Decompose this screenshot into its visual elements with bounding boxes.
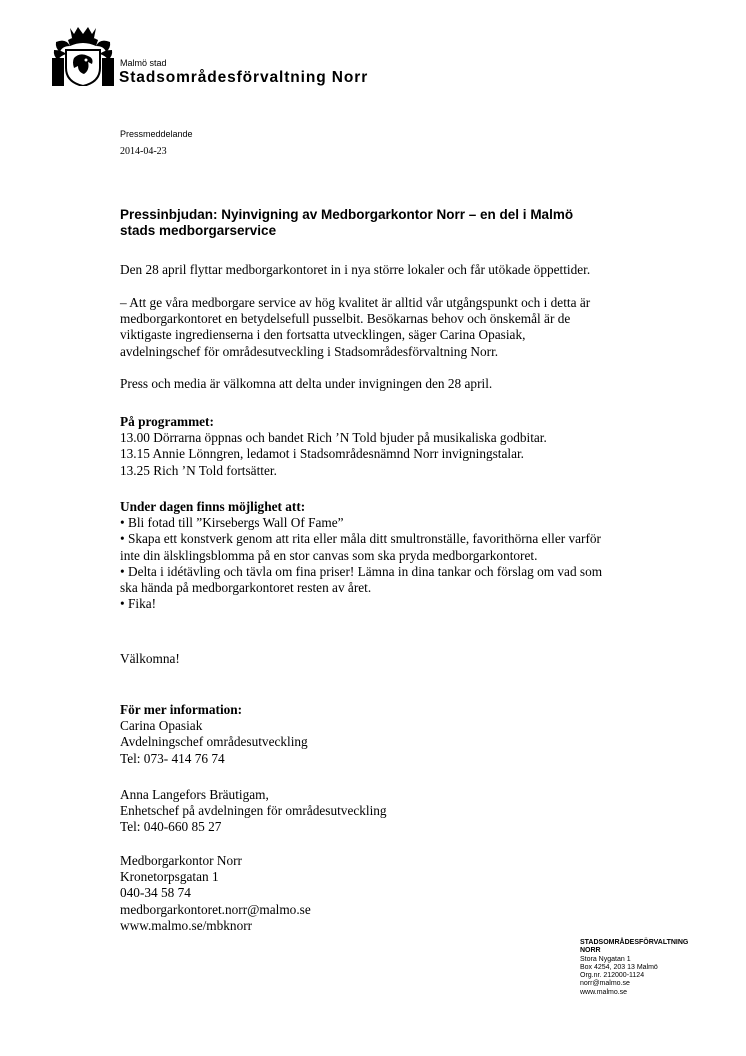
quote-line: medborgarkontoret en betydelsefull pusselbit. Besökarnas behov och önskemål är de <box>120 311 571 327</box>
contact-name: Carina Opasiak <box>120 718 203 734</box>
office-address: Kronetorpsgatan 1 <box>120 869 219 885</box>
office-website-link[interactable]: www.malmo.se/mbknorr <box>120 917 253 933</box>
footer-address-block <box>580 939 688 997</box>
activity-line: • Fika! <box>120 596 157 612</box>
activity-line: • Skapa ett konstverk genom att rita eller måla ditt smultronställe, favorithörna eller varför <box>120 531 601 547</box>
activities-section <box>120 499 602 612</box>
press-invite-paragraph: Press och media är välkomna att delta under invigningen den 28 april. <box>120 376 493 391</box>
contact-role: Avdelningschef områdesutveckling <box>120 734 308 750</box>
program-heading: På programmet: <box>120 414 214 429</box>
contact-phone: Tel: 040-660 85 27 <box>120 819 222 835</box>
office-contact <box>120 853 311 934</box>
contact-name: Anna Langefors Bräutigam, <box>120 787 269 802</box>
contact-heading: För mer information: <box>120 702 243 717</box>
coat-of-arms-icon <box>52 24 114 86</box>
malmo-coat-of-arms-logo <box>52 24 114 86</box>
press-title <box>120 207 660 239</box>
org-name-large: Stadsområdesförvaltning Norr <box>119 69 369 86</box>
quote-line: avdelningschef för områdesutveckling i Stadsområdesförvaltning Norr. <box>120 343 499 359</box>
activity-line: • Delta i idétävling och tävla om fina priser! Lämna in dina tankar och förslag om vad som <box>120 563 603 579</box>
activity-line: ska hända på medborgarkontoret resten av året. <box>120 580 372 596</box>
footer-org-name: NORR <box>580 947 601 955</box>
footer-email[interactable]: norr@malmo.se <box>580 980 630 988</box>
contact-role: Enhetschef på avdelningen för områdesutveckling <box>120 803 387 819</box>
contact-person-2 <box>120 787 387 836</box>
org-name-small: Malmö stad <box>120 58 167 68</box>
press-title-line: Pressinbjudan: Nyinvigning av Medborgarkontor Norr – en del i Malmö <box>120 207 574 222</box>
document-date: 2014-04-23 <box>120 146 167 157</box>
quote-line: – Att ge våra medborgare service av hög kvalitet är alltid vår utgångspunkt och i detta är <box>120 295 591 310</box>
welcome-text: Välkomna! <box>120 651 180 666</box>
program-line: 13.15 Annie Lönngren, ledamot i Stadsområdesnämnd Norr invigningstalar. <box>120 446 525 462</box>
quote-line: viktigaste ingredienserna i den fortsatta utvecklingen, säger Carina Opasiak, <box>120 327 526 343</box>
intro-paragraph: Den 28 april flyttar medborgarkontoret in i nya större lokaler och får utökade öppettider. <box>120 262 591 277</box>
program-section <box>120 414 547 479</box>
footer-website[interactable]: www.malmo.se <box>580 988 628 996</box>
quote-paragraph <box>120 295 590 360</box>
office-name: Medborgarkontor Norr <box>120 853 242 868</box>
office-email-link[interactable]: medborgarkontoret.norr@malmo.se <box>120 901 311 917</box>
document-type: Pressmeddelande <box>120 129 193 139</box>
activity-line: inte din älsklingsblomma på en stor canvas som ska pryda medborgarkontoret. <box>120 547 538 563</box>
program-line: 13.25 Rich ’N Told fortsätter. <box>120 462 277 478</box>
footer-line: Box 4254, 203 13 Malmö <box>580 963 658 971</box>
office-phone: 040-34 58 74 <box>120 885 191 901</box>
program-line: 13.00 Dörrarna öppnas och bandet Rich ’N Told bjuder på musikaliska godbitar. <box>120 430 547 446</box>
footer-org-name: STADSOMRÅDESFÖRVALTNING <box>580 939 689 946</box>
contact-phone: Tel: 073- 414 76 74 <box>120 750 225 766</box>
activity-line: • Bli fotad till ”Kirsebergs Wall Of Fame” <box>120 515 344 531</box>
footer-line: Org.nr. 212000-1124 <box>580 972 645 980</box>
contact-section <box>120 702 308 767</box>
press-title-line: stads medborgarservice <box>120 223 277 238</box>
footer-line: Stora Nygatan 1 <box>580 955 631 963</box>
activities-heading: Under dagen finns möjlighet att: <box>120 499 306 514</box>
